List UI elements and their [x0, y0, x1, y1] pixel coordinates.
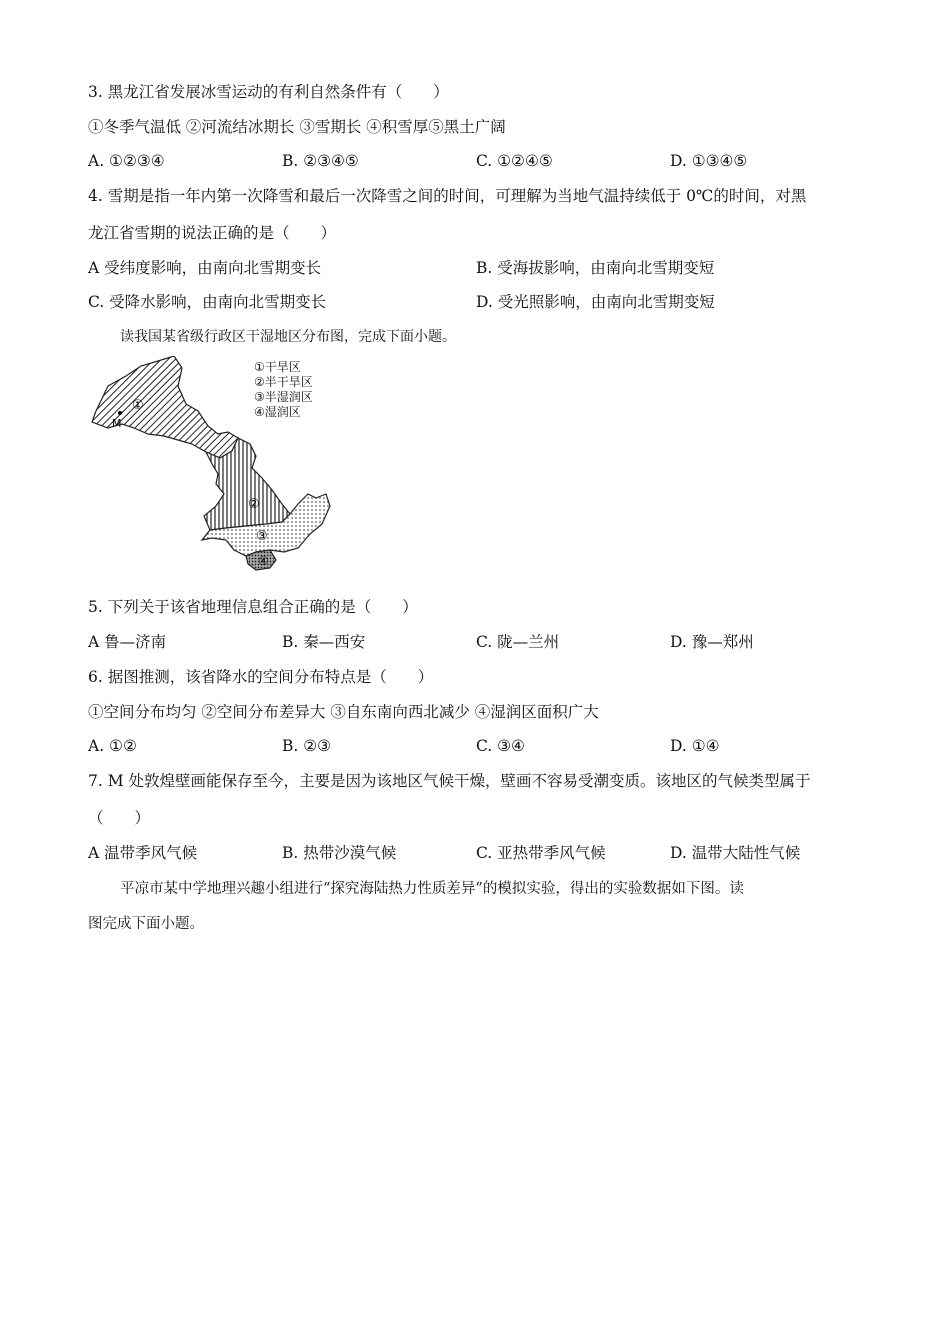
legend-item-semi-humid: ③半湿润区	[254, 390, 313, 404]
q7-stem-line1: 7. M 处敦煌壁画能保存至今，主要是因为该地区气候干燥，壁画不容易受潮变质。该地区的气候类型属于	[88, 772, 811, 790]
q3-option-c: C. ①②④⑤	[476, 152, 553, 170]
point-m-label: M	[112, 417, 122, 430]
region-label-3: ③	[256, 529, 268, 544]
q4-stem-line2: 龙江省雪期的说法正确的是（ ）	[88, 224, 337, 242]
legend-item-semi-arid: ②半干旱区	[254, 375, 313, 389]
legend-item-arid: ①干旱区	[254, 360, 301, 374]
legend-item-humid: ④湿润区	[254, 405, 301, 419]
q4-option-a: A 受纬度影响，由南向北雪期变长	[88, 259, 322, 277]
q7-option-b: B. 热带沙漠气候	[282, 844, 397, 862]
experiment-intro-line2: 图完成下面小题。	[88, 916, 204, 932]
q5-stem: 5. 下列关于该省地理信息组合正确的是（ ）	[88, 598, 418, 616]
arid-region	[92, 356, 238, 458]
region-label-1: ①	[132, 398, 144, 413]
q3-option-d: D. ①③④⑤	[670, 152, 748, 170]
q7-stem-line2: （ ）	[88, 809, 151, 827]
q3-option-a: A. ①②③④	[88, 152, 165, 170]
q6-option-c: C. ③④	[476, 737, 525, 755]
q4-option-d: D. 受光照影响，由南向北雪期变短	[476, 293, 715, 311]
map-intro: 读我国某省级行政区干湿地区分布图，完成下面小题。	[120, 329, 456, 345]
q4-stem-line1: 4. 雪期是指一年内第一次降雪和最后一次降雪之间的时间，可理解为当地气温持续低于 0℃的时间，对黑	[88, 187, 807, 205]
q5-option-a: A 鲁—济南	[88, 633, 167, 651]
q6-option-a: A. ①②	[88, 737, 137, 755]
experiment-intro-line1: 平凉市某中学地理兴趣小组进行“探究海陆热力性质差异”的模拟实验，得出的实验数据如下图。读	[120, 881, 744, 897]
q4-option-b: B. 受海拔影响，由南向北雪期变短	[476, 259, 715, 277]
q5-option-d: D. 豫—郑州	[670, 633, 754, 651]
point-m-marker	[118, 411, 122, 415]
map-legend	[254, 360, 313, 420]
q6-items: ①空间分布均匀 ②空间分布差异大 ③自东南向西北减少 ④湿润区面积广大	[88, 703, 599, 721]
q5-option-c: C. 陇—兰州	[476, 633, 560, 651]
q7-option-a: A 温带季风气候	[88, 844, 198, 862]
q4-option-c: C. 受降水影响，由南向北雪期变长	[88, 293, 327, 311]
q6-option-b: B. ②③	[282, 737, 332, 755]
q7-option-d: D. 温带大陆性气候	[670, 844, 801, 862]
q6-option-d: D. ①④	[670, 737, 720, 755]
q3-option-b: B. ②③④⑤	[282, 152, 359, 170]
q6-stem: 6. 据图推测，该省降水的空间分布特点是（ ）	[88, 668, 434, 686]
q7-option-c: C. 亚热带季风气候	[476, 844, 606, 862]
q5-option-b: B. 秦—西安	[282, 633, 366, 651]
q3-items: ①冬季气温低 ②河流结冰期长 ③雪期长 ④积雪厚⑤黑土广阔	[88, 118, 506, 136]
region-label-4: ④	[258, 554, 269, 568]
q3-stem: 3. 黑龙江省发展冰雪运动的有利自然条件有（ ）	[88, 83, 449, 101]
region-label-2: ②	[248, 497, 260, 512]
